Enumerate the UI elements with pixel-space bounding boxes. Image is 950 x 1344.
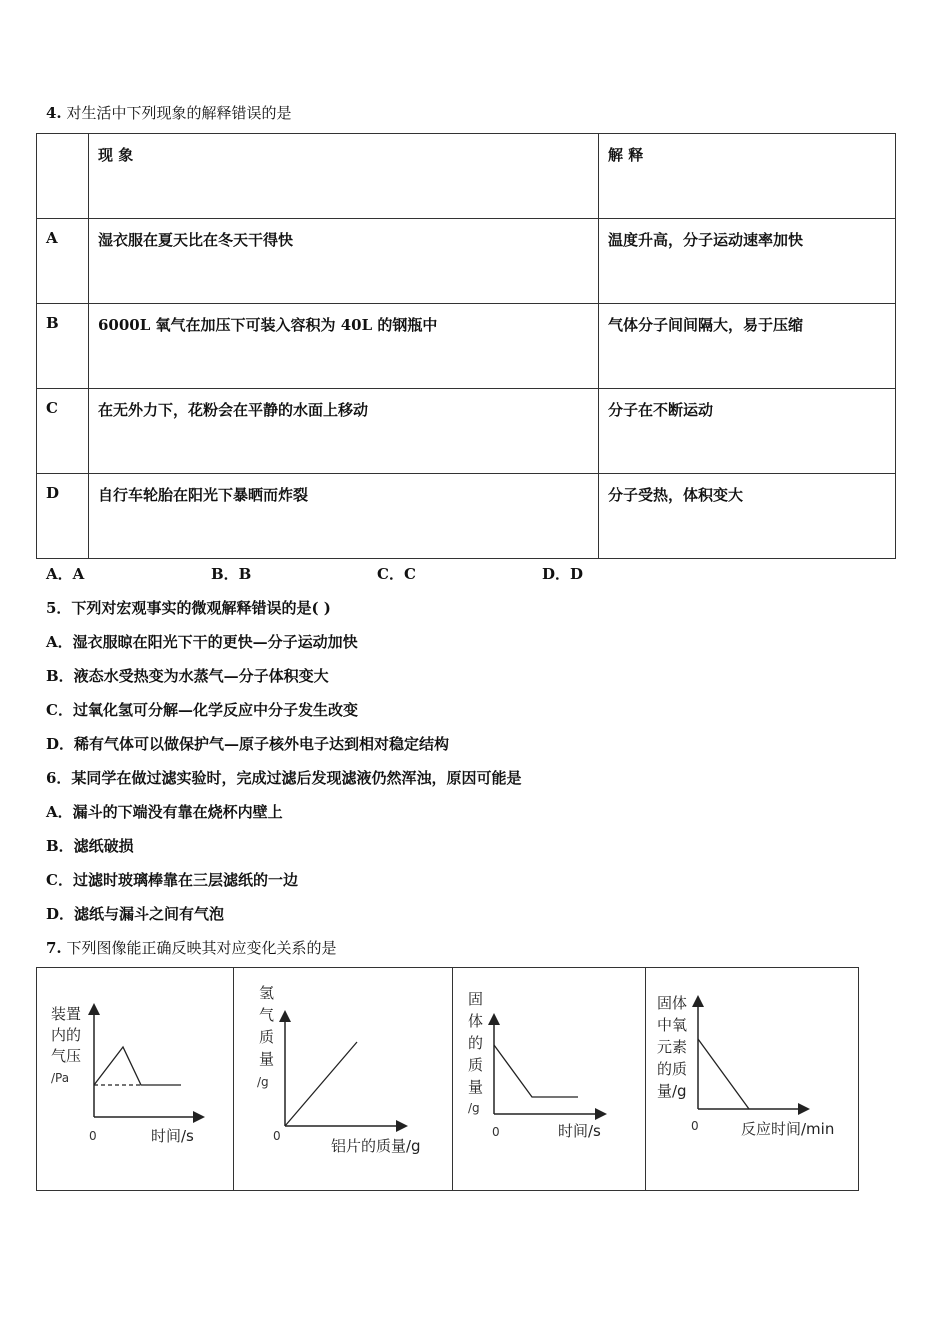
q4-option-c[interactable]: C．C: [377, 565, 416, 583]
q5-option-d[interactable]: D．稀有气体可以做保护气—原子核外电子达到相对稳定结构: [46, 735, 450, 753]
origin-label: 0: [89, 1129, 97, 1143]
solid-mass-curve: [494, 1045, 578, 1097]
graph-panel-1[interactable]: [37, 968, 234, 1190]
oxygen-mass-line: [698, 1039, 749, 1109]
q5-option-c[interactable]: C．过氧化氢可分解—化学反应中分子发生改变: [46, 701, 358, 719]
q6-title: 6．某同学在做过滤实验时，完成过滤后发现滤液仍然浑浊，原因可能是: [46, 769, 522, 787]
row-label: B: [37, 304, 89, 389]
row-explanation: 分子在不断运动: [599, 389, 896, 474]
q4-title: [46, 102, 291, 123]
y-label-line: 固体: [657, 994, 688, 1012]
x-label: 反应时间/min: [741, 1120, 835, 1138]
row-explanation: 气体分子间间隔大，易于压缩: [599, 304, 896, 389]
q7-graph-strip: [36, 967, 859, 1191]
row-phenomenon: 6000L 氧气在加压下可装入容积为 40L 的钢瓶中: [89, 304, 599, 389]
origin-label: 0: [691, 1119, 699, 1133]
origin-label: 0: [273, 1129, 281, 1143]
row-explanation: 分子受热，体积变大: [599, 474, 896, 559]
y-label-line: 中氧: [657, 1016, 688, 1034]
q7-title: [46, 937, 336, 958]
q4-table: [36, 133, 896, 559]
y-label-line: 质: [468, 1056, 484, 1074]
graph-1-svg: [37, 968, 233, 1190]
x-label: 铝片的质量/g: [331, 1137, 421, 1155]
graph-panel-3[interactable]: [452, 968, 646, 1190]
q5-title: 5．下列对宏观事实的微观解释错误的是( ): [46, 599, 331, 617]
q4-option-a[interactable]: A．A: [46, 565, 85, 583]
y-label-line: 的质: [657, 1060, 688, 1078]
header-cell-label: [37, 134, 89, 219]
x-label: 时间/s: [558, 1122, 601, 1140]
q7-number: 7.: [46, 939, 62, 957]
q5-option-a[interactable]: A．湿衣服晾在阳光下干的更快—分子运动加快: [46, 633, 358, 651]
y-label-line: 固: [468, 990, 484, 1008]
graph-4-svg: [645, 968, 858, 1190]
y-label-line: /g: [468, 1101, 480, 1115]
y-label-line: 质: [259, 1028, 275, 1046]
x-label: 时间/s: [151, 1127, 194, 1145]
y-label-line: 量: [259, 1050, 275, 1068]
q6-option-c[interactable]: C．过滤时玻璃棒靠在三层滤纸的一边: [46, 871, 298, 889]
graph-panel-2[interactable]: [233, 968, 453, 1190]
row-phenomenon: 自行车轮胎在阳光下暴晒而炸裂: [89, 474, 599, 559]
graph-panel-4[interactable]: [645, 968, 858, 1190]
row-phenomenon: 在无外力下，花粉会在平静的水面上移动: [89, 389, 599, 474]
q4-number: 4.: [46, 104, 62, 122]
y-label-line: 体: [468, 1012, 484, 1030]
table-row: [37, 304, 896, 389]
q6-option-a[interactable]: A．漏斗的下端没有靠在烧杯内壁上: [46, 803, 283, 821]
header-cell-phenomenon: 现 象: [89, 134, 599, 219]
y-label-line: 氢: [259, 984, 275, 1002]
row-label: C: [37, 389, 89, 474]
q5-option-b[interactable]: B．液态水受热变为水蒸气—分子体积变大: [46, 667, 329, 685]
row-phenomenon: 湿衣服在夏天比在冬天干得快: [89, 219, 599, 304]
row-explanation: 温度升高，分子运动速率加快: [599, 219, 896, 304]
graph-2-svg: [233, 968, 452, 1190]
origin-label: 0: [492, 1125, 500, 1139]
y-label-line: /Pa: [51, 1071, 70, 1085]
y-label-line: 的: [468, 1034, 484, 1052]
graph-3-svg: [452, 968, 645, 1190]
pressure-curve: [94, 1047, 181, 1085]
table-row: [37, 389, 896, 474]
q4-option-d[interactable]: D．D: [542, 565, 584, 583]
y-label-line: 装置: [51, 1005, 82, 1023]
row-label: D: [37, 474, 89, 559]
header-cell-explanation: 解 释: [599, 134, 896, 219]
table-row: [37, 219, 896, 304]
q4-text: 对生活中下列现象的解释错误的是: [66, 104, 292, 122]
y-label-line: 元素: [657, 1038, 688, 1056]
y-label-line: 气压: [51, 1047, 82, 1065]
hydrogen-line: [285, 1042, 357, 1126]
y-label-line: 气: [259, 1006, 275, 1024]
table-header-row: [37, 134, 896, 219]
row-label: A: [37, 219, 89, 304]
q4-option-b[interactable]: B．B: [211, 565, 252, 583]
y-label-line: 量: [468, 1078, 484, 1096]
q7-text: 下列图像能正确反映其对应变化关系的是: [66, 939, 337, 957]
y-label-line: 量/g: [657, 1082, 687, 1100]
table-row: [37, 474, 896, 559]
q6-option-b[interactable]: B．滤纸破损: [46, 837, 134, 855]
y-label-line: 内的: [51, 1026, 82, 1044]
y-label-line: /g: [257, 1075, 269, 1089]
q6-option-d[interactable]: D．滤纸与漏斗之间有气泡: [46, 905, 225, 923]
